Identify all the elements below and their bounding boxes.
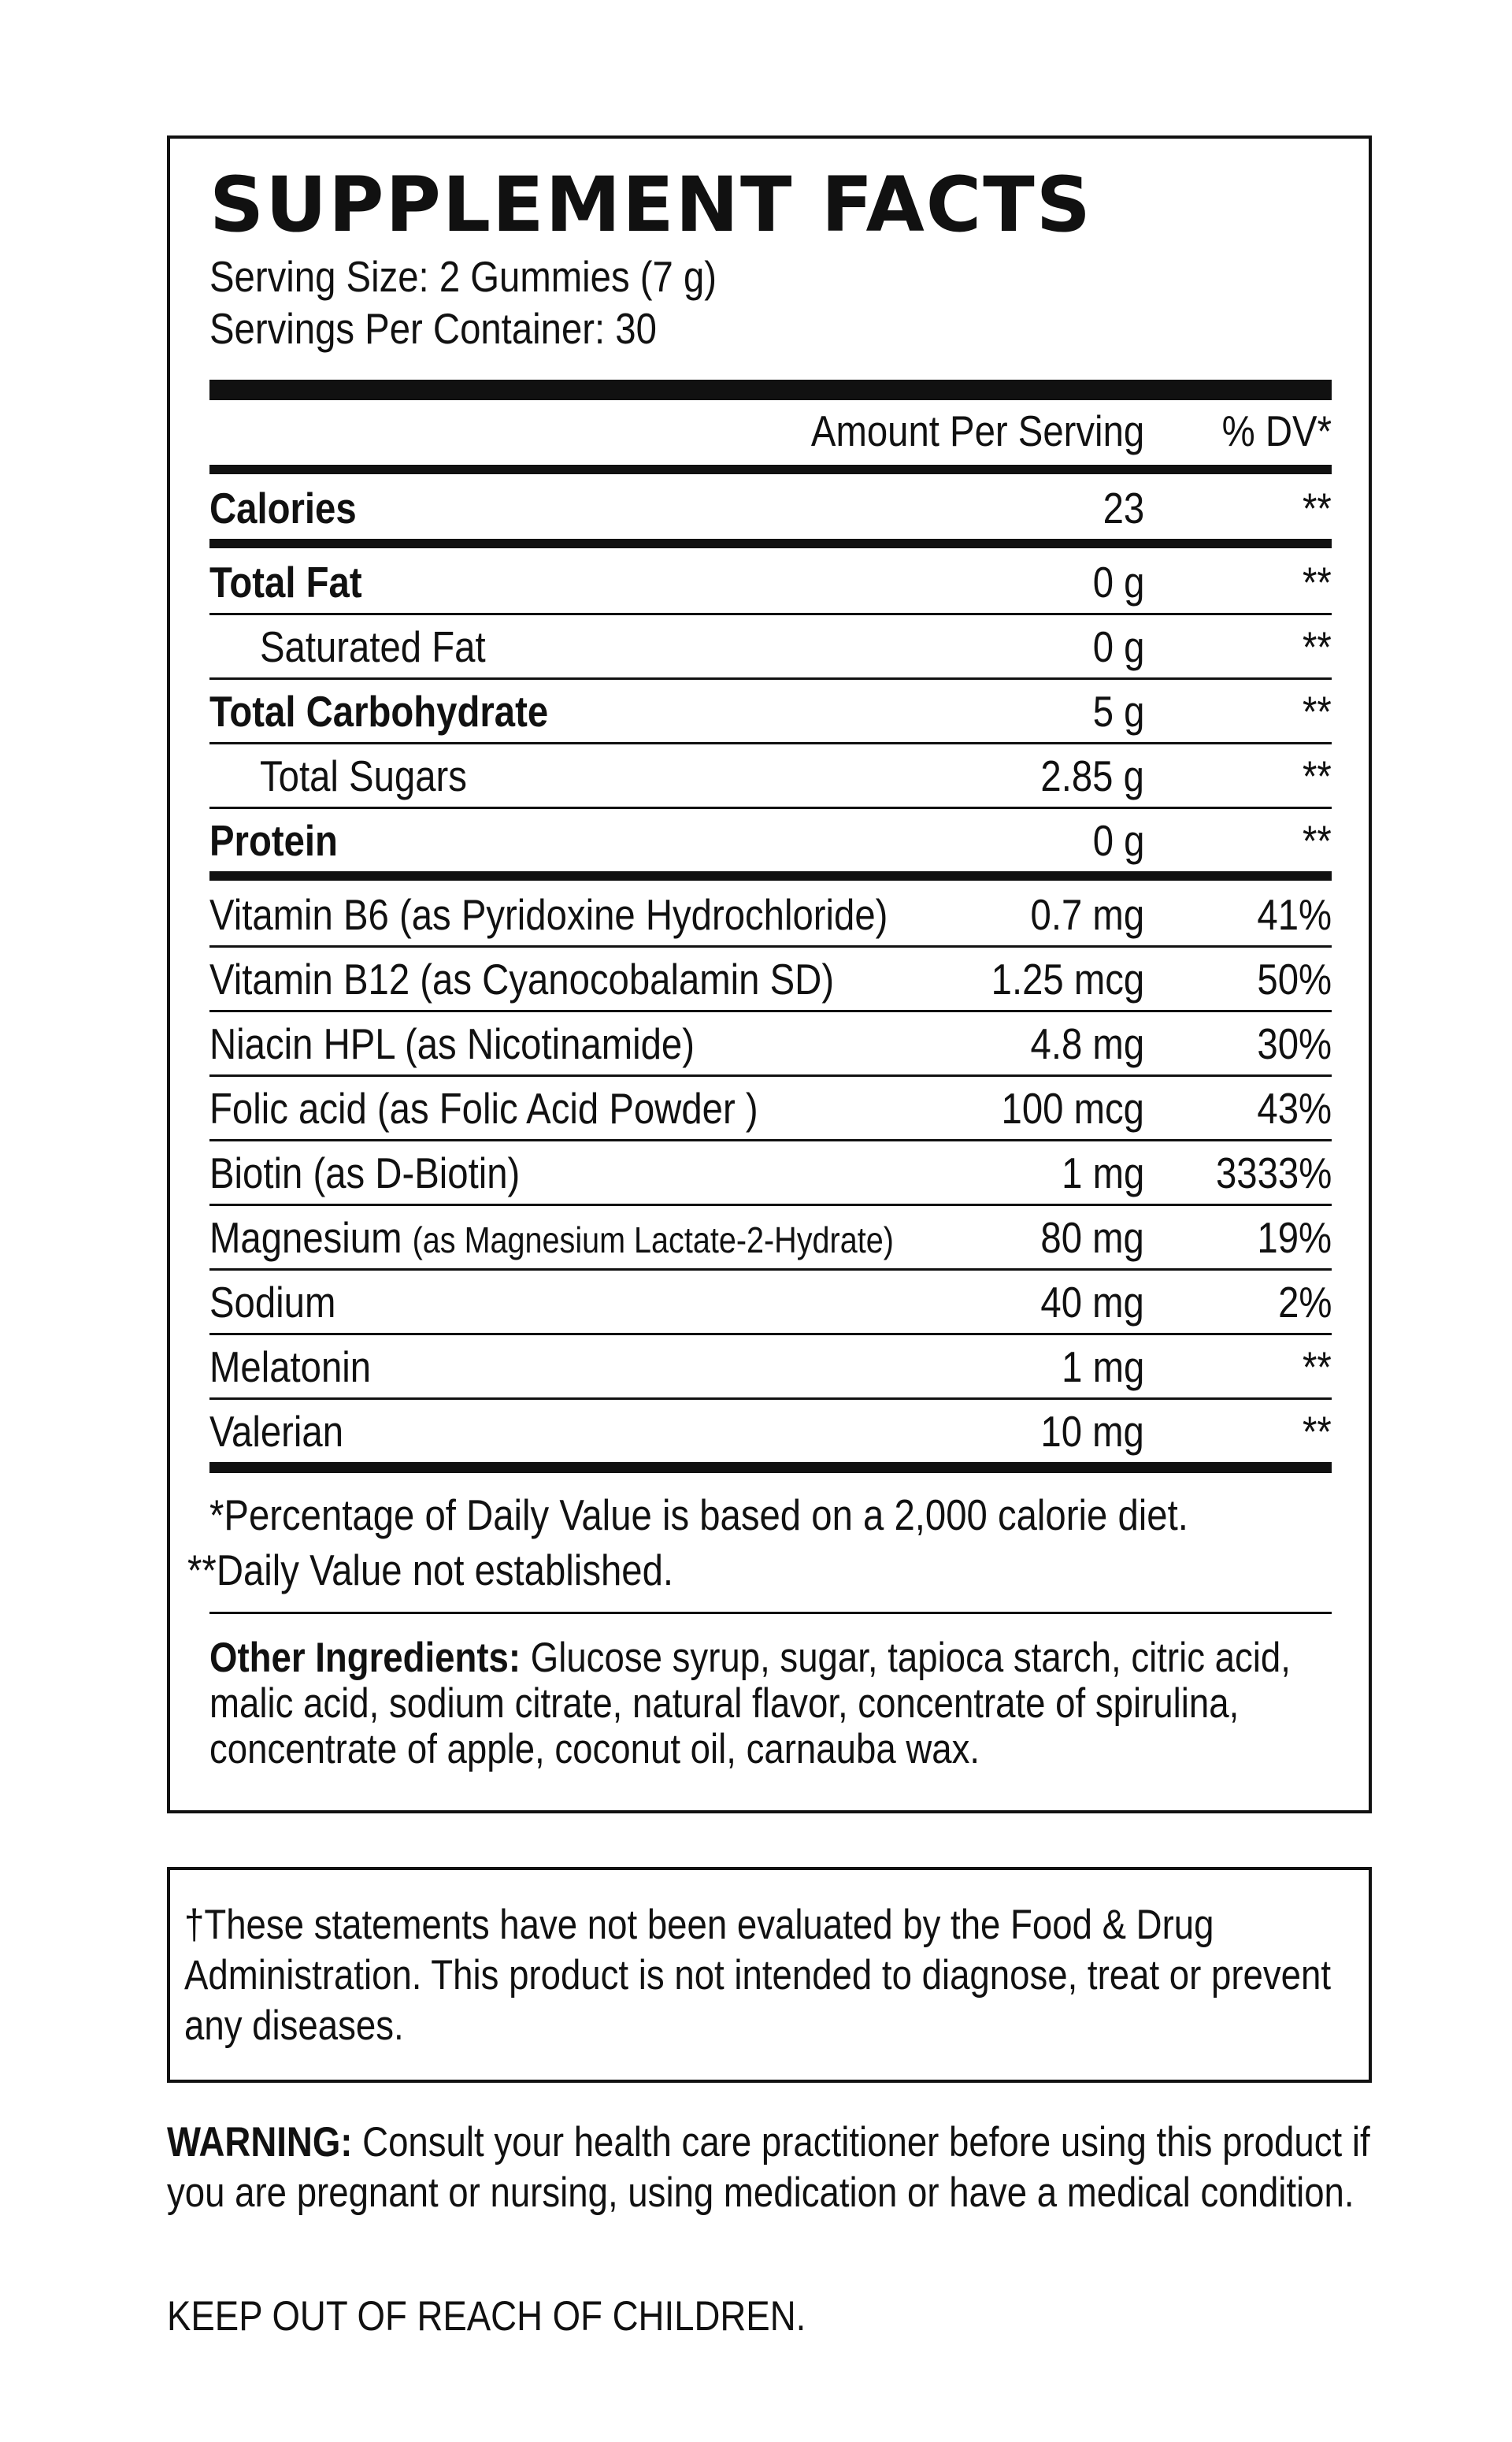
- nutrient-row-melatonin: [209, 1333, 1332, 1396]
- medium-divider: [209, 871, 1332, 881]
- nutrient-row-biotin: [209, 1139, 1332, 1202]
- nutrient-row-vitamin-b12: [209, 945, 1332, 1008]
- nutrient-amount: 2.85 g: [1040, 752, 1144, 800]
- warning-statement: [167, 2117, 1395, 2218]
- nutrient-amount: 1 mg: [1061, 1149, 1144, 1197]
- nutrient-name-sub: (as Magnesium Lactate-2-Hydrate): [412, 1219, 894, 1260]
- nutrient-row-valerian: [209, 1397, 1332, 1460]
- nutrient-name: Total Sugars: [260, 752, 467, 800]
- nutrient-name: Calories: [209, 484, 357, 533]
- nutrient-name: Total Carbohydrate: [209, 687, 549, 736]
- nutrient-name: Magnesium (as Magnesium Lactate-2-Hydrate): [209, 1213, 894, 1262]
- medium-divider: [209, 539, 1332, 548]
- nutrient-dv: **: [1303, 816, 1332, 865]
- amount-per-serving-header: Amount Per Serving: [810, 406, 1144, 455]
- nutrient-amount: 0 g: [1092, 558, 1144, 607]
- nutrient-dv: 43%: [1257, 1084, 1332, 1133]
- nutrient-name: Biotin (as D-Biotin): [209, 1149, 521, 1197]
- nutrient-amount: 40 mg: [1040, 1278, 1144, 1327]
- fda-disclaimer-box: [167, 1867, 1372, 2083]
- thin-divider: [209, 1612, 1332, 1614]
- nutrient-name: Valerian: [209, 1407, 344, 1456]
- nutrient-dv: 30%: [1257, 1019, 1332, 1068]
- nutrient-dv: **: [1303, 687, 1332, 736]
- nutrient-amount: 1 mg: [1061, 1342, 1144, 1391]
- medium-divider: [209, 465, 1332, 474]
- other-ingredients: [209, 1635, 1359, 1772]
- nutrient-amount: 23: [1102, 484, 1144, 533]
- macro-row-total-sugars: [209, 742, 1332, 805]
- medium-divider: [209, 1462, 1332, 1473]
- nutrient-name: Saturated Fat: [260, 622, 486, 671]
- daily-value-header: % DV*: [1221, 406, 1332, 455]
- nutrient-dv: **: [1303, 1342, 1332, 1391]
- nutrient-name: Total Fat: [209, 558, 362, 607]
- nutrient-dv: **: [1303, 558, 1332, 607]
- nutrient-amount: 10 mg: [1040, 1407, 1144, 1456]
- thick-divider: [209, 380, 1332, 400]
- nutrient-row-folic-acid: [209, 1074, 1332, 1137]
- footnote-daily-value: *Percentage of Daily Value is based on a 2,000 calorie diet.: [209, 1490, 1188, 1539]
- warning-label: WARNING:: [167, 2119, 353, 2166]
- nutrient-dv: **: [1303, 752, 1332, 800]
- nutrient-row-sodium: [209, 1268, 1332, 1331]
- servings-per-container: Servings Per Container: 30: [209, 304, 657, 353]
- other-ingredients-text: Glucose syrup, sugar, tapioca starch, citric acid, malic acid, sodium citrate, natural flavor, concentrate of spirulina, concentrate of apple, coconut oil, carnauba wax.: [209, 1635, 1291, 1772]
- fda-disclaimer-text: †These statements have not been evaluated by the Food & Drug Administration. This product is not intended to diagnose, treat or prevent any diseases.: [184, 1902, 1332, 2049]
- nutrient-amount: 0.7 mg: [1030, 890, 1144, 939]
- facts-title: SUPPLEMENT FACTS: [209, 161, 1092, 249]
- nutrient-row-magnesium: [209, 1204, 1332, 1267]
- nutrient-name: Vitamin B6 (as Pyridoxine Hydrochloride): [209, 890, 888, 939]
- nutrient-row-niacin: [209, 1010, 1332, 1073]
- nutrient-name: Vitamin B12 (as Cyanocobalamin SD): [209, 955, 835, 1004]
- nutrient-amount: 4.8 mg: [1030, 1019, 1144, 1068]
- nutrient-dv: 19%: [1257, 1213, 1332, 1262]
- nutrient-amount: 0 g: [1092, 816, 1144, 865]
- nutrient-name: Melatonin: [209, 1342, 372, 1391]
- supplement-facts-panel: [167, 135, 1372, 1813]
- macro-row-total-carbohydrate: [209, 677, 1332, 740]
- nutrient-amount: 100 mcg: [1001, 1084, 1144, 1133]
- nutrient-dv: 3333%: [1215, 1149, 1332, 1197]
- nutrient-name: Protein: [209, 816, 338, 865]
- macro-row-saturated-fat: [209, 613, 1332, 676]
- serving-size: Serving Size: 2 Gummies (7 g): [209, 252, 717, 301]
- nutrient-amount: 5 g: [1092, 687, 1144, 736]
- macro-row-calories: [209, 474, 1332, 537]
- nutrient-name: Sodium: [209, 1278, 336, 1327]
- other-ingredients-label: Other Ingredients:: [209, 1635, 521, 1681]
- nutrient-name: Folic acid (as Folic Acid Powder ): [209, 1084, 758, 1133]
- nutrient-amount: 0 g: [1092, 622, 1144, 671]
- warning-text: Consult your health care practitioner before using this product if you are pregnant or nursing, using medication or have a medical condition.: [167, 2119, 1370, 2216]
- nutrient-name: Niacin HPL (as Nicotinamide): [209, 1019, 695, 1068]
- nutrient-dv: **: [1303, 622, 1332, 671]
- nutrient-amount: 1.25 mcg: [991, 955, 1144, 1004]
- column-header-row: [209, 399, 1332, 462]
- nutrient-dv: **: [1303, 1407, 1332, 1456]
- footnote-not-established: **Daily Value not established.: [187, 1546, 674, 1594]
- nutrient-dv: 41%: [1257, 890, 1332, 939]
- nutrient-dv: 50%: [1257, 955, 1332, 1004]
- nutrient-dv: 2%: [1277, 1278, 1332, 1327]
- keep-out-of-reach: KEEP OUT OF REACH OF CHILDREN.: [167, 2293, 806, 2340]
- macro-row-protein: [209, 807, 1332, 870]
- nutrient-amount: 80 mg: [1040, 1213, 1144, 1262]
- nutrient-dv: **: [1303, 484, 1332, 533]
- nutrient-row-vitamin-b6: [209, 881, 1332, 944]
- macro-row-total-fat: [209, 548, 1332, 611]
